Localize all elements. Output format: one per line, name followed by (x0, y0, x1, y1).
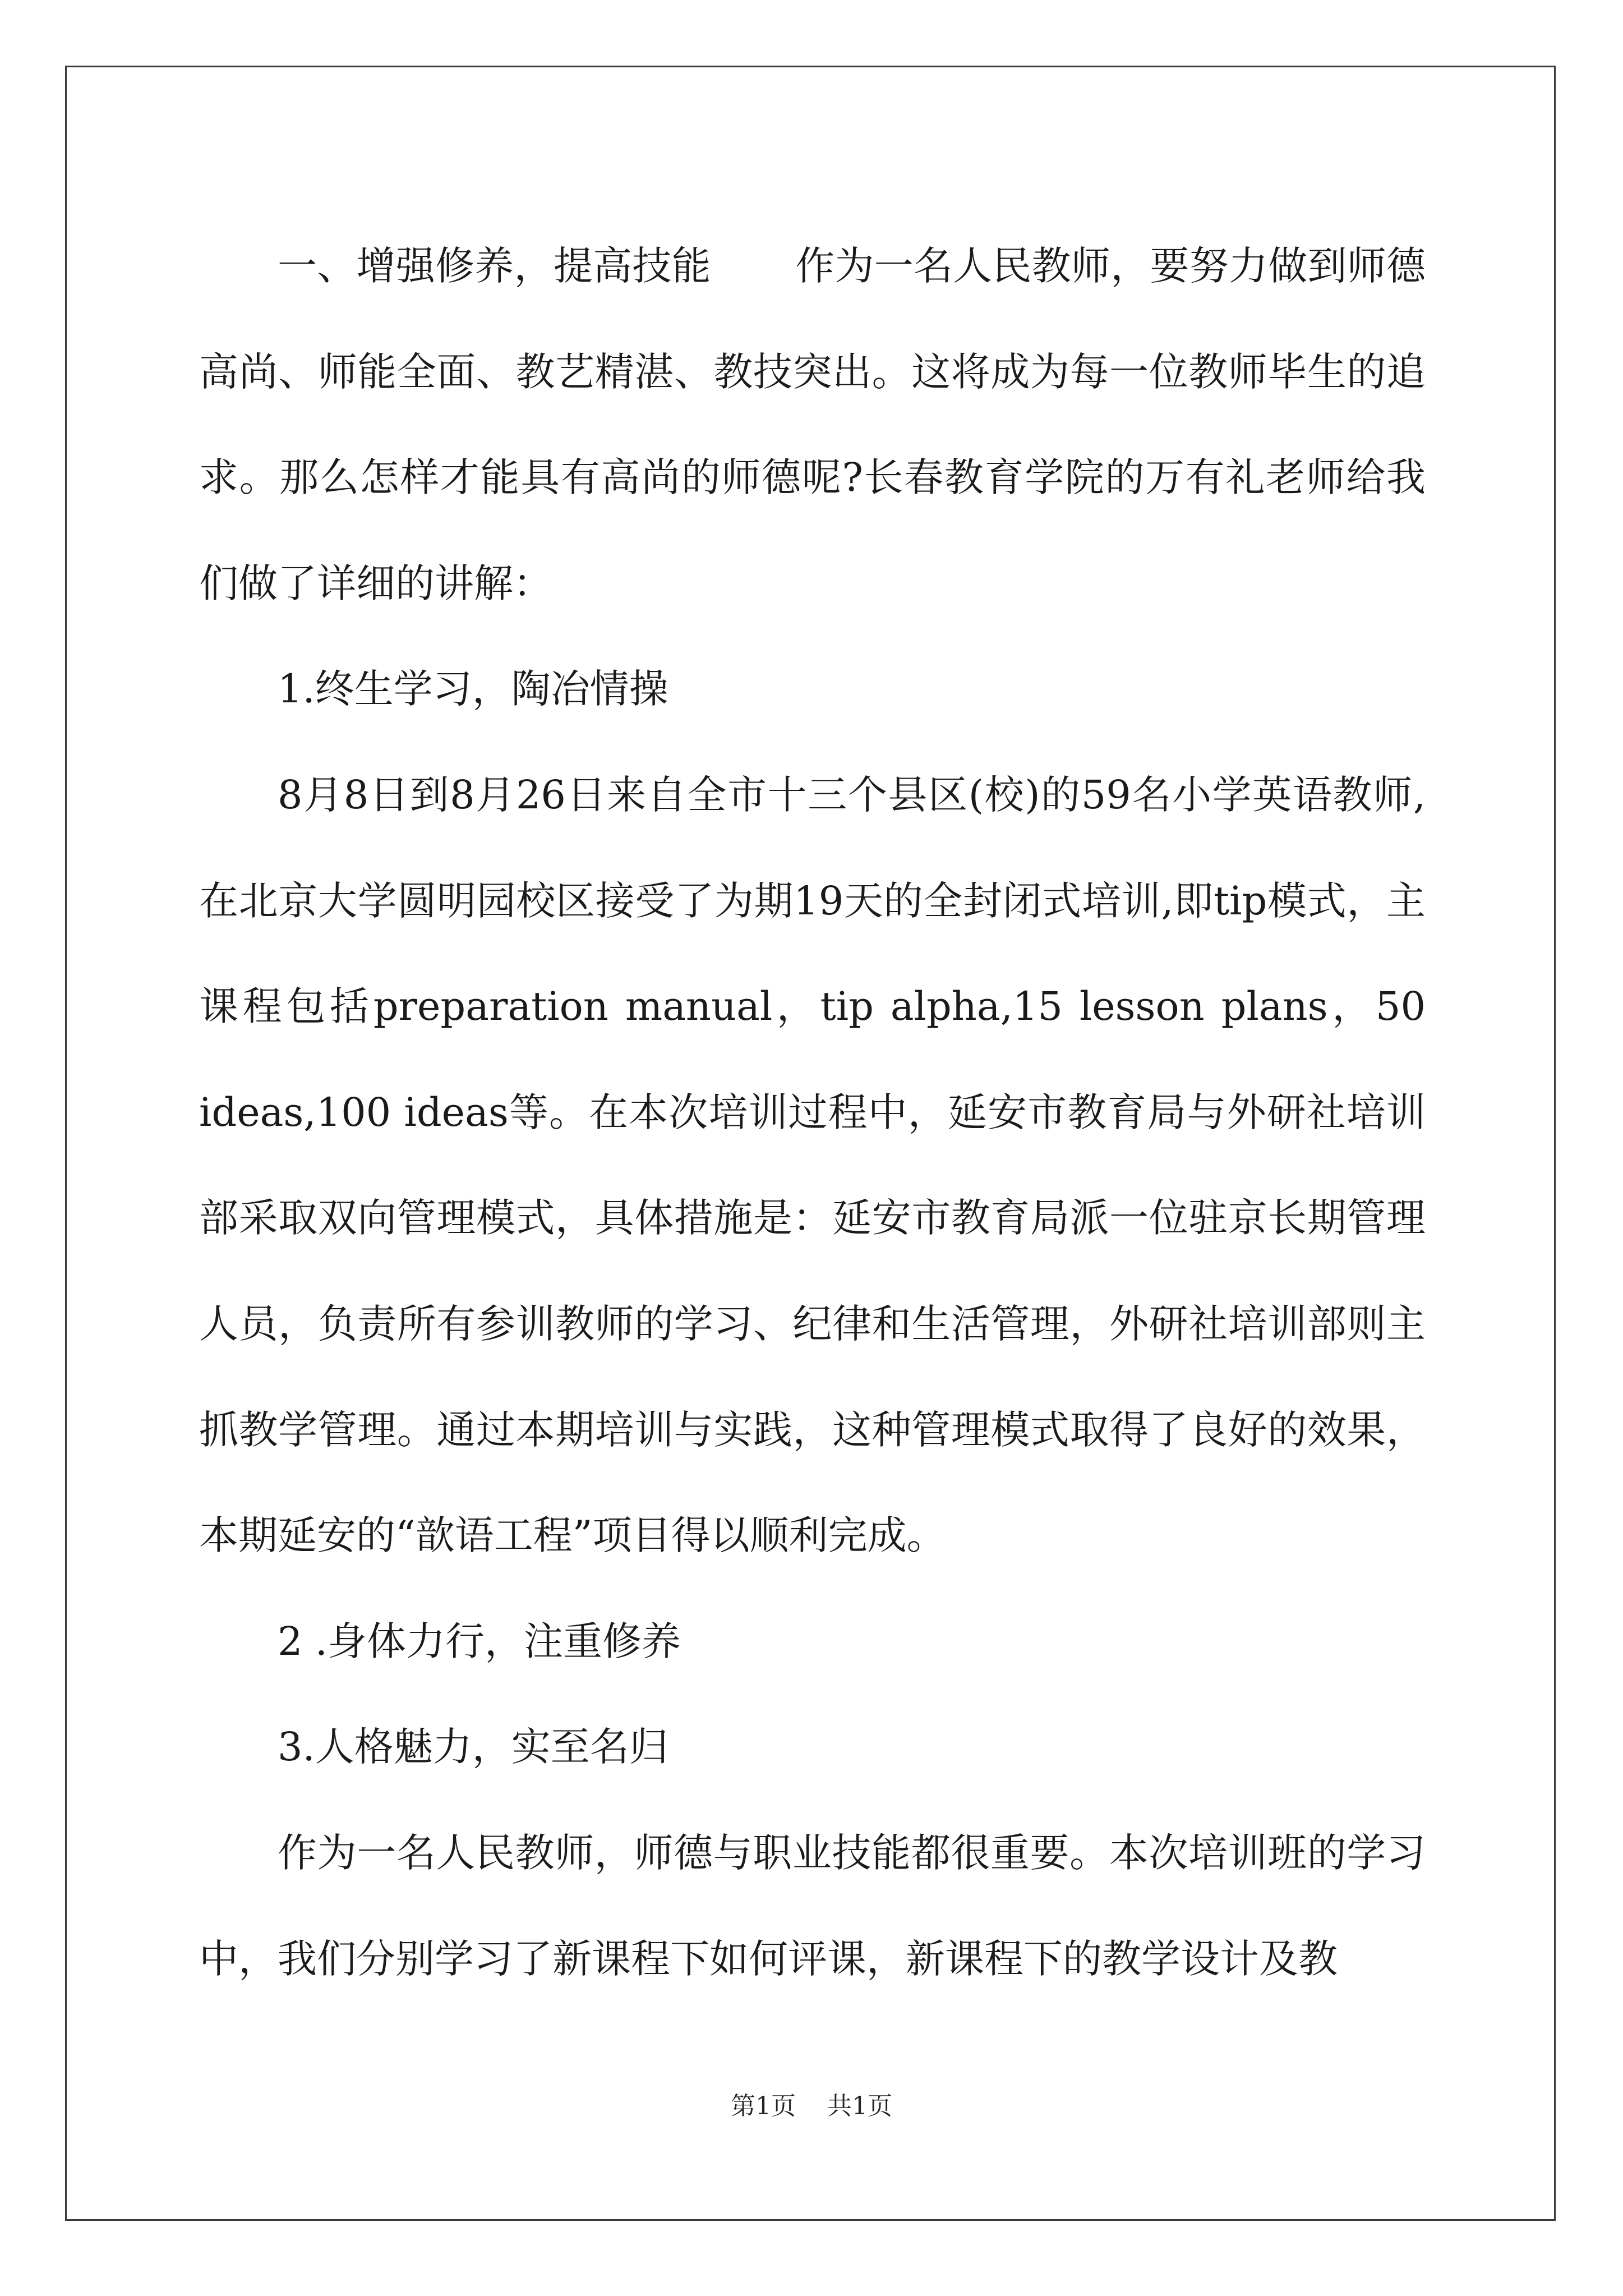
intro-paragraph (199, 213, 1426, 636)
section-heading: 一、增强修养，提高技能 (278, 243, 711, 289)
subheading-2: 2 .身体力行，注重修养 (278, 1618, 681, 1664)
subheading-1: 1.终生学习，陶冶情操 (278, 666, 668, 712)
paragraph-conclusion: 作为一名人民教师，师德与职业技能都很重要。本次培训班的学习中，我们分别学习了新课程下如何评课，新课程下的教学设计及教 (199, 1829, 1426, 1982)
document-body (199, 213, 1426, 2012)
subheading-3: 3.人格魅力，实至名归 (278, 1724, 668, 1770)
page-number: 第1页 共1页 (731, 2092, 892, 2120)
paragraph-training: 8月8日到8月26日来自全市十三个县区(校)的59名小学英语教师,在北京大学圆明园校区接受了为期19天的全封闭式培训,即tip模式，主课程包括preparation manual，tip alpha,15 lesson plans，50 ideas,100 ideas等。在本次培训过程中，延安市教育局与外研社培训部采取双向管理模式，具体措施是：延安市教育局派一位驻京长期管理人员，负责所有参训教师的学习、纪律和生活管理，外研社培训部则主抓教学管理。通过本期培训与实践，这种管理模式取得了良好的效果，本期延安的“歆语工程”项目得以顺利完成。 (199, 771, 1426, 1559)
paragraph-text: 作为一名人民教师，要努力做到师德高尚、师能全面、教艺精湛、教技突出。这将成为每一位教师毕生的追求。那么怎样才能具有高尚的师德呢?长春教育学院的万有礼老师给我们做了详细的讲解： (199, 243, 1426, 606)
